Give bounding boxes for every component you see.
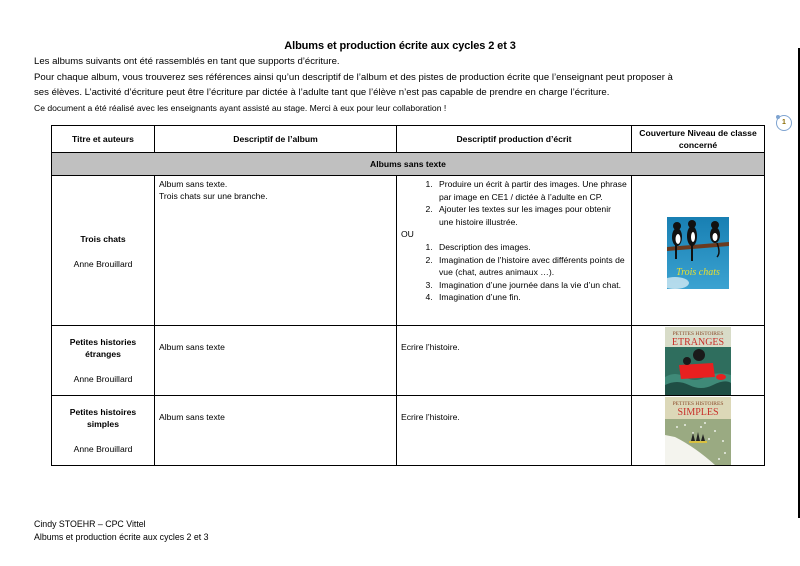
cover-main-text: ETRANGES: [671, 337, 725, 348]
production-item: 1. Description des images.: [435, 241, 627, 254]
production-cell: [397, 396, 632, 466]
header-production-description: Descriptif production d’écrit: [397, 126, 632, 153]
page-footer: [34, 518, 209, 544]
description-line: Album sans texte.: [159, 179, 228, 189]
intro-line: Ce document a été réalisé avec les enseignants ayant assisté au stage. Merci à eux pour leur collaboration !: [34, 102, 447, 113]
album-description-cell: [155, 396, 397, 466]
cover-trois-chats-image: [667, 217, 729, 289]
albums-table: [51, 125, 765, 466]
table-header-row: [52, 126, 765, 153]
album-author: Anne Brouillard: [73, 444, 133, 454]
title-author-cell: [52, 326, 155, 396]
production-cell: [397, 176, 632, 326]
cover-cell: [632, 396, 765, 466]
cover-top-text: PETITES HISTOIRES: [672, 331, 724, 337]
production-item: 2. Imagination de l’histoire avec différents points de vue (chat, autres animaux …).: [435, 254, 627, 279]
footer-doc-title: Albums et production écrite aux cycles 2 et 3: [34, 532, 209, 542]
cover-top-text: PETITES HISTOIRES: [672, 401, 724, 407]
album-title: Trois chats: [80, 233, 126, 244]
production-separator: OU: [401, 229, 414, 240]
header-album-description: Descriptif de l’album: [155, 126, 397, 153]
table-row: [52, 176, 765, 326]
album-title: [52, 336, 154, 360]
cover-etranges-image: [665, 327, 731, 395]
production-cell: [397, 326, 632, 396]
section-label: Albums sans texte: [52, 153, 765, 176]
table-row: [52, 396, 765, 466]
description-line: Album sans texte: [159, 412, 225, 422]
cover-simples-image: [665, 397, 731, 465]
album-title-line: Petites histories: [69, 337, 137, 347]
production-text: Ecrire l’histoire.: [401, 342, 460, 352]
header-cover-level: Couverture Niveau de classe concerné: [632, 126, 765, 153]
album-description-cell: [155, 326, 397, 396]
section-row: [52, 153, 765, 176]
footer-author: Cindy STOEHR – CPC Vittel: [34, 519, 146, 529]
production-list-2: [401, 241, 627, 304]
album-title-line: simples: [86, 419, 119, 429]
cover-cell: [632, 326, 765, 396]
album-description-cell: [155, 176, 397, 326]
document-title: Albums et production écrite aux cycles 2 et 3: [284, 40, 516, 52]
album-title: [52, 406, 154, 430]
album-title-line: Petites histoires: [69, 407, 137, 417]
production-item: 3. Imagination d’une journée dans la vie d’un chat.: [435, 279, 627, 292]
cover-main-text: SIMPLES: [677, 407, 719, 418]
comment-marker-icon[interactable]: 1: [776, 115, 792, 131]
intro-line: Les albums suivants ont été rassemblés en tant que supports d’écriture.: [34, 56, 340, 67]
title-author-cell: [52, 396, 155, 466]
production-item: 4. Imagination d’une fin.: [435, 291, 627, 304]
cover-cell: [632, 176, 765, 326]
production-text: Ecrire l’histoire.: [401, 412, 460, 422]
production-item: 2. Ajouter les textes sur les images pour obtenir une histoire illustrée.: [435, 203, 627, 228]
production-list-1: [401, 178, 627, 228]
album-author: Anne Brouillard: [73, 258, 133, 269]
description-line: Trois chats sur une branche.: [159, 191, 268, 201]
header-title-authors: Titre et auteurs: [52, 126, 155, 153]
album-title-line: étranges: [85, 349, 121, 359]
intro-line: ses élèves. L’activité d’écriture peut être l’écriture par dictée à l’adulte tant que l’élève n’est pas capable de prendre en charge l’écriture.: [34, 87, 610, 99]
table-row: [52, 326, 765, 396]
description-line: Album sans texte: [159, 342, 225, 352]
intro-text: [34, 54, 764, 116]
album-author: Anne Brouillard: [73, 374, 133, 384]
title-author-cell: [52, 176, 155, 326]
intro-line: Pour chaque album, vous trouverez ses références ainsi qu’un descriptif de l’album et des pistes de production écrite que l’enseignant peut proposer à: [34, 71, 673, 83]
cover-title: Trois chats: [676, 266, 720, 278]
production-item: 1. Produire un écrit à partir des images. Une phrase par image en CE1 / dictée à l’adulte en CP.: [435, 178, 627, 203]
